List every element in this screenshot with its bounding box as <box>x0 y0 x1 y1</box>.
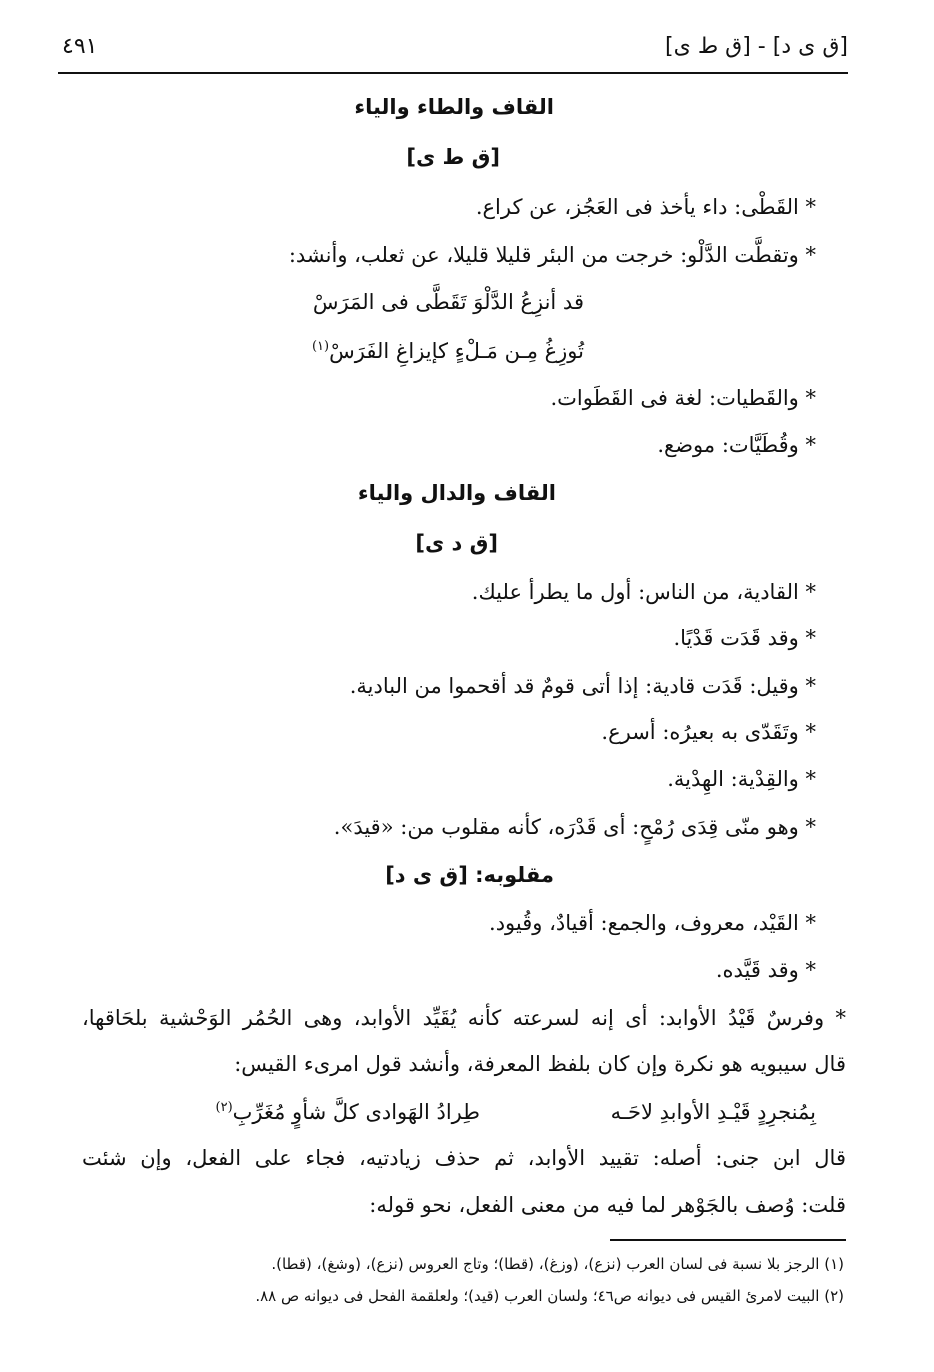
root-label-qty: [ق ط ى] <box>406 145 500 169</box>
entry-qatayat: * والقَطيات: لغة فى القَطَوات. <box>550 386 816 410</box>
section-heading-qaf-ta-ya: القاف والطاء والياء <box>354 95 554 119</box>
entry-qadat: * وقد قَدَت قَدْيًا. <box>673 626 816 650</box>
entry-taqattat: * وتقطَّت الدَّلْو: خرجت من البئر قليلا قليلا، عن ثعلب، وأنشد: <box>288 243 816 267</box>
root-label-qdy: [ق د ى] <box>415 531 498 555</box>
verse-line-2 <box>312 336 584 366</box>
page-number: ٤٩١ <box>62 34 98 59</box>
entry-qida-rumh: * وهو منّى قِدَى رُمْحٍ: أى قَدْرَه، كأنه مقلوب من: «قيدَ». <box>333 815 816 839</box>
footnote-divider <box>610 1239 846 1241</box>
entry-qayd-al-awabid: * وفرسٌ قَيْدُ الأوابد: أى إنه لسرعته كأنه يُقَيِّد الأوابد، وهى الحُمُر الوَحْشية بلحَاقها، <box>82 1006 846 1030</box>
section-heading-qaf-dal-ya: القاف والدال والياء <box>357 481 556 505</box>
section-heading-maqlub: مقلوبه: [ق ى د] <box>385 863 554 887</box>
verse-hemistich-second <box>216 1097 481 1127</box>
entry-qutayyat: * وقُطَيَّات: موضع. <box>657 433 816 457</box>
qulta-line: قلت: وُصف بالجَوْهر لما فيه من معنى الفعل، نحو قوله: <box>369 1193 846 1217</box>
entry-qila: * وقيل: قَدَت قادية: إذا أتى قومٌ قد أقحموا من البادية. <box>349 674 816 698</box>
entry-qadiya: * القادية، من الناس: أول ما يطرأ عليك. <box>471 580 816 604</box>
footnote-2: (٢) البيت لامرئ القيس فى ديوانه ص٤٦؛ ولسان العرب (قيد)؛ ولعلقمة الفحل فى ديوانه ص ٨٨. <box>255 1287 844 1305</box>
entry-taqadda: * وتَقَدّى به بعيرُه: أسرع. <box>601 720 816 744</box>
verse-hemistich-first: بِمُنجرِدٍ قَيْـدِ الأوابدِ لاحَـه <box>610 1100 816 1124</box>
entry-qayyadahu: * وقد قَيَّده. <box>715 958 816 982</box>
footnote-marker-1: (١) <box>311 339 330 354</box>
footnote-1: (١) الرجز بلا نسبة فى لسان العرب (نزع)، (وزغ)، (قطا)؛ وتاج العروس (نزع)، (وشغ)، (قطا). <box>271 1255 844 1273</box>
page-header <box>58 28 848 74</box>
verse-line-2-text: تُوزِغُ مِـن مَـلْءٍ كإيزاغِ الفَرَسْ <box>329 339 584 363</box>
entry-qayd: * القَيْد، معروف، والجمع: أقيادٌ، وقُيود. <box>489 911 816 935</box>
verse-hemistich-second-text: طِرادُ الهَوادى كلَّ شأوٍ مُغَرِّبِ <box>232 1100 480 1124</box>
entry-qatw: * القَطْى: داء يأخذ فى العَجُز، عن كراع. <box>475 195 816 219</box>
footnote-marker-2: (٢) <box>215 1100 233 1115</box>
sibawayh-line: قال سيبويه هو نكرة وإن كان بلفظ المعرفة، وأنشد قول امرىء القيس: <box>234 1052 846 1076</box>
verse-line-1: قد أنزِعُ الدَّلْوَ تَقَطَّى فى المَرَسْ <box>312 290 584 314</box>
entry-qidya: * والقِدْية: الهِدْية. <box>667 767 816 791</box>
ibn-jinni-line: قال ابن جنى: أصله: تقييد الأوابد، ثم حذف زيادتيه، فجاء على الفعل، وإن شئت <box>82 1146 846 1170</box>
running-head: [ق ط ى] - [ق ى د] <box>665 34 848 59</box>
